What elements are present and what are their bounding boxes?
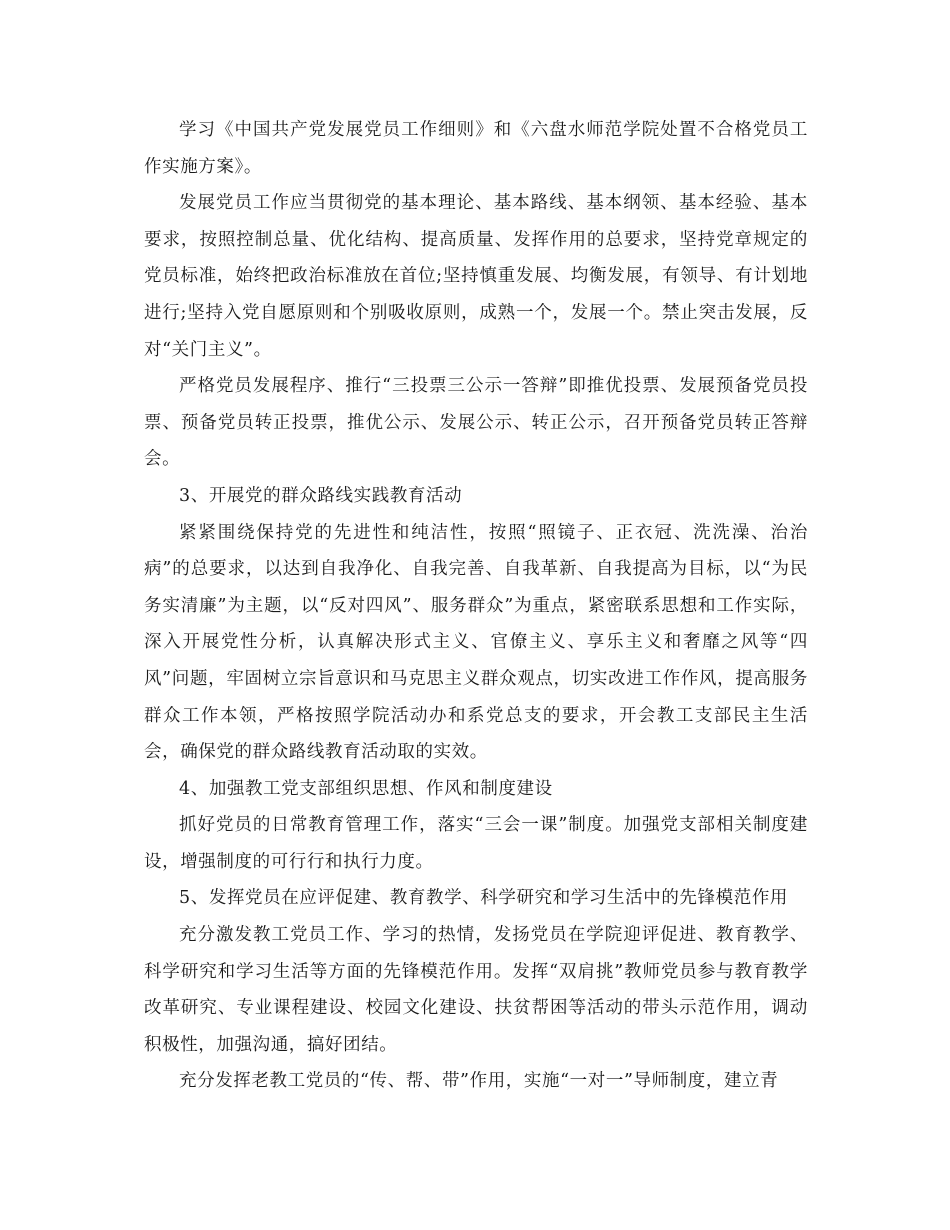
paragraph-development-procedure: 严格党员发展程序、推行“三投票三公示一答辩”即推优投票、发展预备党员投票、预备党员转正投票，推优公示、发展公示、转正公示，召开预备党员转正答辩会。	[144, 376, 808, 470]
paragraph-mass-line-campaign: 紧紧围绕保持党的先进性和纯洁性，按照“照镜子、正衣冠、洗洗澡、治治病”的总要求，以达到自我净化、自我完善、自我革新、自我提高为目标，以“为民务实清廉”为主题，以“反对四风”、服务群众”为重点，紧密联系思想和工作实际，深入开展党性分析，认真解决形式主义、官僚主义、享乐主义和奢靡之风等“四风”问题，牢固树立宗旨意识和马克思主义群众观点，切实改进工作作风，提高服务群众工作本领，严格按照学院活动办和系党总支的要求，开会教工支部民主生活会，确保党的群众路线教育活动取的实效。	[144, 522, 808, 763]
paragraph-development-principles: 发展党员工作应当贯彻党的基本理论、基本路线、基本纲领、基本经验、基本要求，按照控制总量、优化结构、提高质量、发挥作用的总要求，坚持党章规定的党员标准，始终把政治标准放在首位;坚持慎重发展、均衡发展，有领导、有计划地进行;坚持入党自愿原则和个别吸收原则，成熟一个，发展一个。禁止突击发展，反对“关门主义”。	[144, 193, 808, 360]
section-heading-5: 5、发挥党员在应评促建、教育教学、科学研究和学习生活中的先锋模范作用	[179, 888, 789, 909]
section-heading-4: 4、加强教工党支部组织思想、作风和制度建设	[179, 778, 553, 799]
paragraph-daily-education: 抓好党员的日常教育管理工作，落实“三会一课”制度。加强党支部相关制度建设，增强制度的可行行和执行力度。	[144, 815, 808, 872]
paragraph-exemplary-role: 充分激发教工党员工作、学习的热情，发扬党员在学院迎评促进、教育教学、科学研究和学习生活等方面的先锋模范作用。发挥“双肩挑”教师党员参与教育教学改革研究、专业课程建设、校园文化建设、扶贫帮困等活动的带头示范作用，调动积极性，加强沟通，搞好团结。	[144, 925, 808, 1055]
document-body	[144, 112, 808, 1100]
paragraph-mentorship: 充分发挥老教工党员的“传、帮、带”作用，实施“一对一”导师制度，建立青	[179, 1071, 779, 1092]
section-heading-3: 3、开展党的群众路线实践教育活动	[179, 485, 463, 506]
paragraph-study-regulations: 学习《中国共产党发展党员工作细则》和《六盘水师范学院处置不合格党员工作实施方案》。	[144, 120, 808, 177]
